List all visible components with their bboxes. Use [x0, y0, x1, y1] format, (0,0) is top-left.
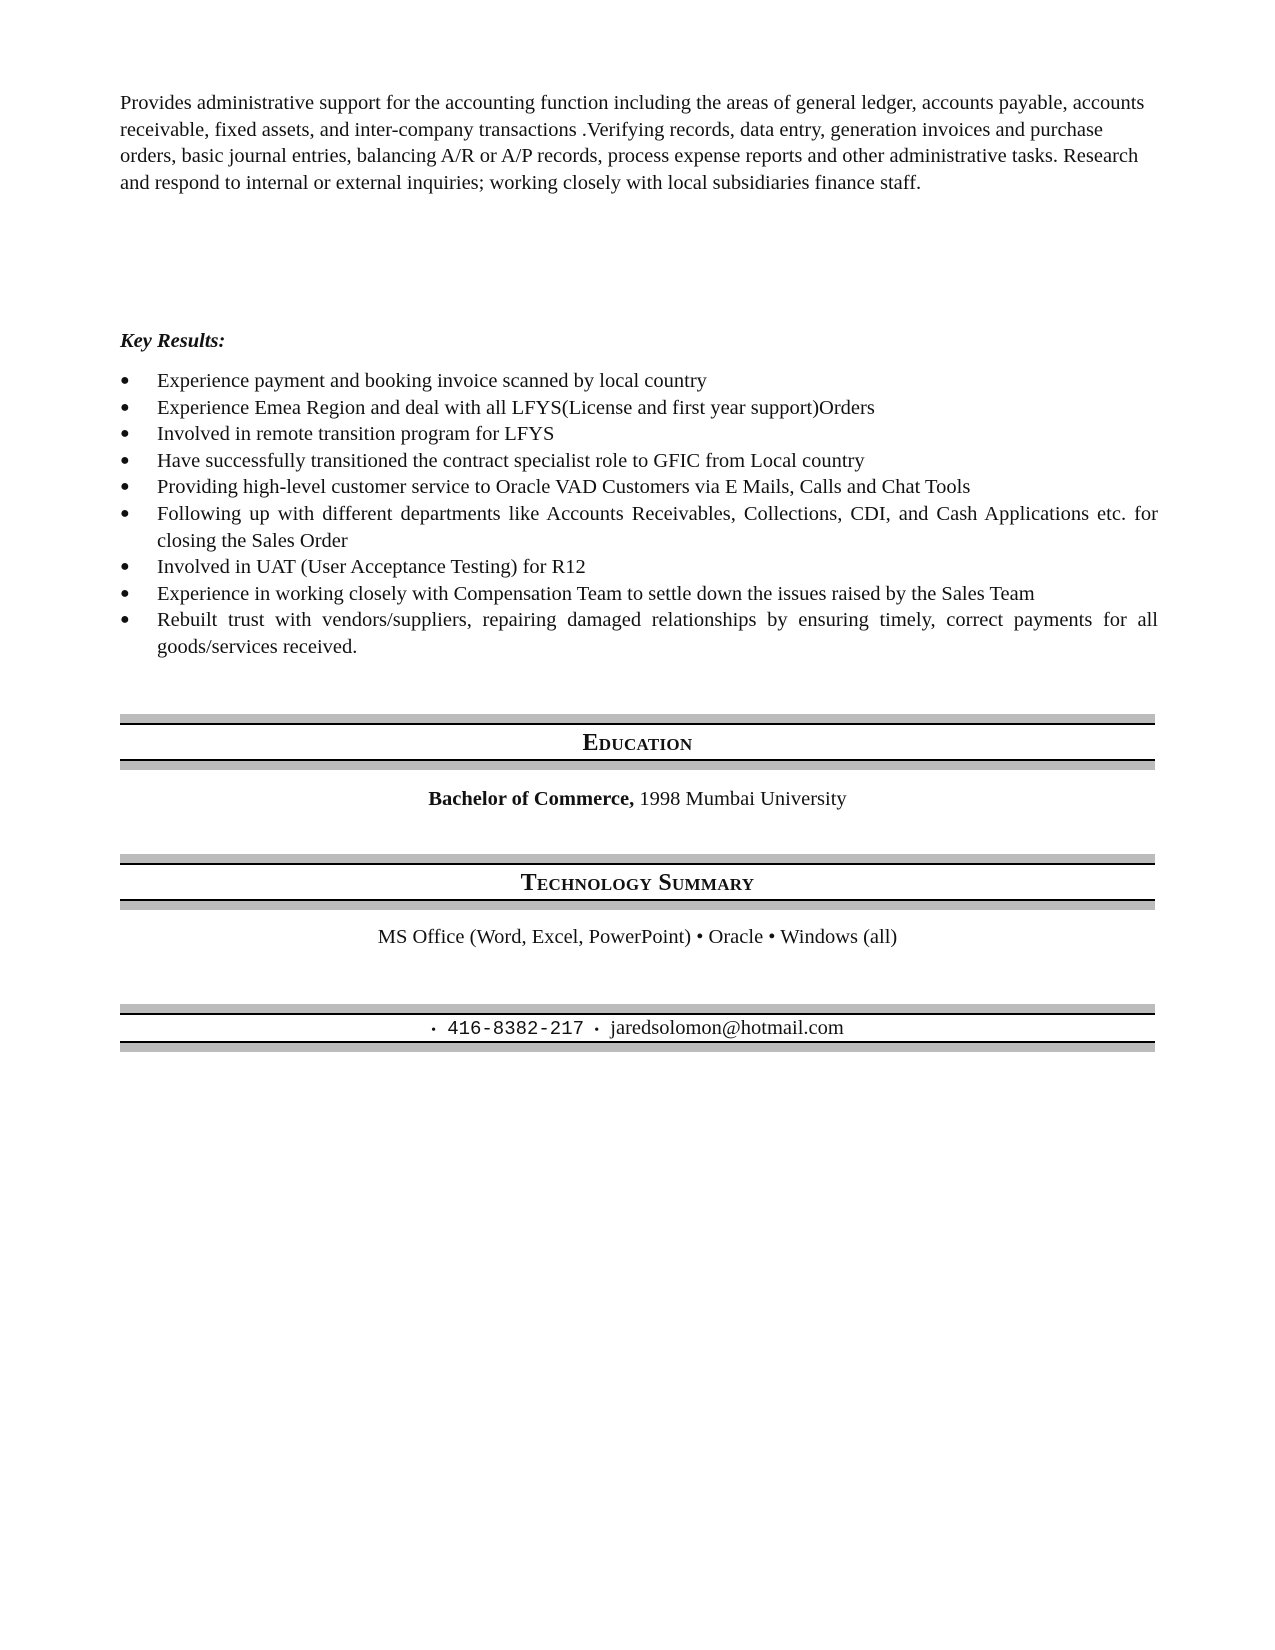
email-address: jaredsolomon@hotmail.com: [610, 1017, 844, 1039]
degree-name: Bachelor of Commerce,: [428, 788, 635, 810]
bullet-icon: ●: [120, 584, 130, 602]
divider: [120, 1004, 1155, 1013]
education-header: [120, 714, 1155, 770]
bullet-icon: ●: [120, 478, 130, 496]
bullet-icon: •: [431, 1023, 437, 1038]
bullet-icon: ●: [120, 372, 130, 389]
degree-details: 1998 Mumbai University: [634, 788, 847, 810]
list-item: ● Have successfully transitioned the contract specialist role to GFIC from Local country: [120, 448, 1158, 475]
contact-row: [120, 1015, 1155, 1041]
divider: [120, 761, 1155, 770]
list-item: ● Rebuilt trust with vendors/suppliers, repairing damaged relationships by ensuring timely, correct payments for all goods/services received.: [120, 609, 1158, 658]
bullet-icon: ●: [120, 451, 130, 469]
technology-title: Technology Summary: [520, 870, 755, 896]
divider: [120, 901, 1155, 910]
contact-bar: [120, 1004, 1155, 1052]
list-item: ● Following up with different departments like Accounts Receivables, Collections, CDI, and Cash Applications etc. for closing the Sales Order: [120, 502, 1158, 552]
technology-header: [120, 854, 1155, 910]
bullet-icon: ●: [120, 398, 130, 416]
list-item: ● Involved in remote transition program for LFYS: [120, 421, 1158, 448]
key-results-heading: Key Results:: [120, 330, 226, 352]
divider: [120, 854, 1155, 863]
summary-paragraph: Provides administrative support for the accounting function including the areas of general ledger, accounts payable, accounts receivable, fixed assets, and inter-company transactions .Verifying records, data entry, generation invoices and purchase orders, basic journal entries, balancing A/R or A/P records, process expense reports and other administrative tasks. Research and respond to internal or external inquiries; working closely with local subsidiaries finance staff.: [120, 92, 1145, 194]
key-results-list: [120, 368, 1158, 661]
list-item: ● Experience Emea Region and deal with all LFYS(License and first year support)Orders: [120, 395, 1158, 422]
bullet-icon: ●: [120, 425, 130, 443]
list-item: ● Experience in working closely with Compensation Team to settle down the issues raised by the Sales Team: [120, 581, 1158, 608]
bullet-icon: ●: [120, 558, 130, 576]
divider: [120, 1043, 1155, 1052]
bullet-icon: •: [594, 1023, 600, 1038]
phone-number: 416-8382-217: [447, 1018, 585, 1040]
education-entry: [120, 788, 1155, 811]
education-title: Education: [582, 730, 693, 756]
technology-line: MS Office (Word, Excel, PowerPoint) • Oracle • Windows (all): [377, 926, 898, 948]
list-item: ● Experience payment and booking invoice scanned by local country: [120, 368, 1158, 395]
bullet-icon: ●: [120, 504, 130, 522]
list-item: ● Providing high-level customer service to Oracle VAD Customers via E Mails, Calls and Chat Tools: [120, 474, 1158, 501]
divider: [120, 714, 1155, 723]
bullet-icon: ●: [120, 611, 130, 629]
list-item: ● Involved in UAT (User Acceptance Testing) for R12: [120, 554, 1158, 581]
